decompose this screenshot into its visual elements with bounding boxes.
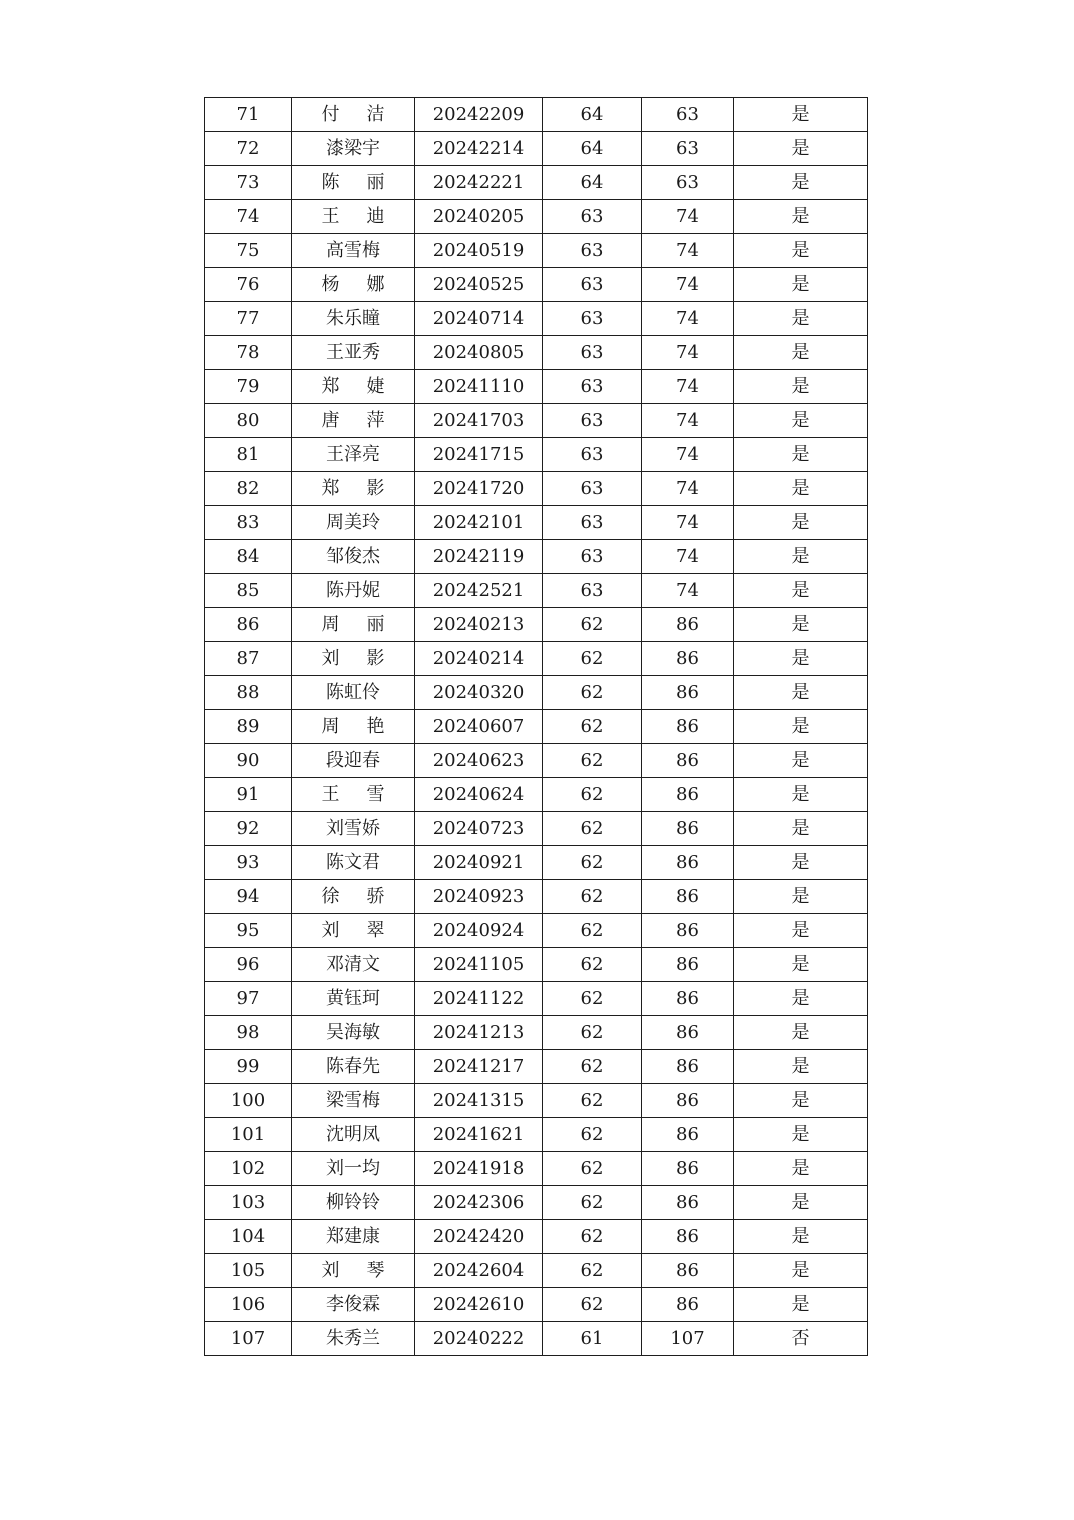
cell-number: 105 <box>205 1254 292 1288</box>
table-row <box>205 98 868 132</box>
cell-name: 刘一均 <box>292 1152 415 1186</box>
cell-score: 61 <box>543 1322 642 1356</box>
table-row <box>205 234 868 268</box>
cell-name: 周丽 <box>292 608 415 642</box>
table-row <box>205 1322 868 1356</box>
cell-number: 79 <box>205 370 292 404</box>
cell-name: 杨娜 <box>292 268 415 302</box>
cell-score: 62 <box>543 846 642 880</box>
cell-qualified: 是 <box>734 1220 868 1254</box>
cell-name: 李俊霖 <box>292 1288 415 1322</box>
cell-score: 62 <box>543 642 642 676</box>
cell-rank: 74 <box>642 234 734 268</box>
cell-name: 王雪 <box>292 778 415 812</box>
cell-exam-id: 20240320 <box>415 676 543 710</box>
table-row <box>205 1016 868 1050</box>
cell-name: 刘雪娇 <box>292 812 415 846</box>
cell-name: 邹俊杰 <box>292 540 415 574</box>
cell-number: 93 <box>205 846 292 880</box>
cell-qualified: 是 <box>734 846 868 880</box>
cell-rank: 86 <box>642 948 734 982</box>
table-row <box>205 506 868 540</box>
cell-rank: 86 <box>642 1084 734 1118</box>
cell-qualified: 是 <box>734 132 868 166</box>
table-row <box>205 472 868 506</box>
table-row <box>205 744 868 778</box>
cell-exam-id: 20240213 <box>415 608 543 642</box>
cell-score: 62 <box>543 1254 642 1288</box>
cell-number: 73 <box>205 166 292 200</box>
cell-qualified: 是 <box>734 812 868 846</box>
cell-qualified: 是 <box>734 642 868 676</box>
cell-score: 62 <box>543 1084 642 1118</box>
table-row <box>205 710 868 744</box>
table-row <box>205 1084 868 1118</box>
cell-score: 62 <box>543 744 642 778</box>
cell-score: 63 <box>543 302 642 336</box>
cell-exam-id: 20240714 <box>415 302 543 336</box>
cell-exam-id: 20241315 <box>415 1084 543 1118</box>
cell-name: 黄钰珂 <box>292 982 415 1016</box>
cell-rank: 86 <box>642 1118 734 1152</box>
cell-score: 63 <box>543 268 642 302</box>
cell-qualified: 是 <box>734 1254 868 1288</box>
cell-score: 62 <box>543 1118 642 1152</box>
cell-exam-id: 20240623 <box>415 744 543 778</box>
cell-score: 62 <box>543 676 642 710</box>
cell-score: 62 <box>543 1152 642 1186</box>
cell-exam-id: 20241703 <box>415 404 543 438</box>
table-row <box>205 778 868 812</box>
cell-name: 刘翠 <box>292 914 415 948</box>
cell-name: 王泽亮 <box>292 438 415 472</box>
table-row <box>205 642 868 676</box>
cell-qualified: 是 <box>734 1288 868 1322</box>
cell-number: 80 <box>205 404 292 438</box>
cell-exam-id: 20240214 <box>415 642 543 676</box>
cell-number: 98 <box>205 1016 292 1050</box>
cell-rank: 86 <box>642 1288 734 1322</box>
cell-exam-id: 20240624 <box>415 778 543 812</box>
cell-rank: 86 <box>642 608 734 642</box>
cell-rank: 74 <box>642 268 734 302</box>
cell-score: 62 <box>543 1016 642 1050</box>
cell-name: 王迪 <box>292 200 415 234</box>
cell-score: 62 <box>543 1186 642 1220</box>
cell-name: 段迎春 <box>292 744 415 778</box>
table-row <box>205 914 868 948</box>
cell-exam-id: 20240519 <box>415 234 543 268</box>
cell-exam-id: 20242221 <box>415 166 543 200</box>
cell-score: 62 <box>543 778 642 812</box>
cell-exam-id: 20241217 <box>415 1050 543 1084</box>
cell-number: 77 <box>205 302 292 336</box>
cell-name: 梁雪梅 <box>292 1084 415 1118</box>
cell-number: 95 <box>205 914 292 948</box>
cell-name: 陈丽 <box>292 166 415 200</box>
cell-rank: 86 <box>642 914 734 948</box>
cell-score: 63 <box>543 404 642 438</box>
cell-qualified: 是 <box>734 404 868 438</box>
cell-score: 62 <box>543 710 642 744</box>
cell-name: 郑婕 <box>292 370 415 404</box>
cell-exam-id: 20240525 <box>415 268 543 302</box>
table-row <box>205 1118 868 1152</box>
cell-exam-id: 20241213 <box>415 1016 543 1050</box>
cell-exam-id: 20240805 <box>415 336 543 370</box>
cell-name: 沈明凤 <box>292 1118 415 1152</box>
cell-name: 周艳 <box>292 710 415 744</box>
roster-table-body <box>205 98 868 1356</box>
cell-exam-id: 20241918 <box>415 1152 543 1186</box>
table-row <box>205 1288 868 1322</box>
cell-number: 75 <box>205 234 292 268</box>
cell-rank: 86 <box>642 1186 734 1220</box>
cell-exam-id: 20242420 <box>415 1220 543 1254</box>
cell-number: 92 <box>205 812 292 846</box>
cell-score: 63 <box>543 438 642 472</box>
table-row <box>205 1220 868 1254</box>
cell-qualified: 是 <box>734 302 868 336</box>
cell-number: 82 <box>205 472 292 506</box>
cell-name: 陈丹妮 <box>292 574 415 608</box>
cell-qualified: 是 <box>734 948 868 982</box>
cell-exam-id: 20240607 <box>415 710 543 744</box>
cell-qualified: 是 <box>734 540 868 574</box>
cell-qualified: 是 <box>734 98 868 132</box>
cell-number: 71 <box>205 98 292 132</box>
table-row <box>205 982 868 1016</box>
cell-score: 62 <box>543 914 642 948</box>
cell-name: 唐萍 <box>292 404 415 438</box>
cell-qualified: 是 <box>734 370 868 404</box>
cell-score: 62 <box>543 608 642 642</box>
cell-exam-id: 20241105 <box>415 948 543 982</box>
cell-number: 87 <box>205 642 292 676</box>
cell-rank: 86 <box>642 1016 734 1050</box>
cell-exam-id: 20240222 <box>415 1322 543 1356</box>
cell-name: 徐骄 <box>292 880 415 914</box>
cell-name: 郑建康 <box>292 1220 415 1254</box>
cell-rank: 74 <box>642 574 734 608</box>
cell-number: 78 <box>205 336 292 370</box>
cell-qualified: 是 <box>734 880 868 914</box>
cell-qualified: 是 <box>734 1050 868 1084</box>
cell-score: 62 <box>543 1220 642 1254</box>
cell-qualified: 是 <box>734 744 868 778</box>
cell-rank: 86 <box>642 642 734 676</box>
cell-number: 101 <box>205 1118 292 1152</box>
cell-name: 高雪梅 <box>292 234 415 268</box>
cell-number: 86 <box>205 608 292 642</box>
cell-score: 62 <box>543 812 642 846</box>
cell-score: 63 <box>543 234 642 268</box>
cell-rank: 74 <box>642 404 734 438</box>
cell-exam-id: 20240723 <box>415 812 543 846</box>
cell-exam-id: 20240921 <box>415 846 543 880</box>
table-row <box>205 1254 868 1288</box>
cell-name: 陈春先 <box>292 1050 415 1084</box>
cell-rank: 74 <box>642 370 734 404</box>
cell-name: 吴海敏 <box>292 1016 415 1050</box>
cell-rank: 74 <box>642 200 734 234</box>
cell-name: 陈虹伶 <box>292 676 415 710</box>
cell-number: 104 <box>205 1220 292 1254</box>
cell-name: 朱秀兰 <box>292 1322 415 1356</box>
cell-qualified: 是 <box>734 676 868 710</box>
cell-rank: 86 <box>642 812 734 846</box>
cell-qualified: 是 <box>734 166 868 200</box>
cell-rank: 86 <box>642 982 734 1016</box>
cell-exam-id: 20242101 <box>415 506 543 540</box>
cell-score: 63 <box>543 540 642 574</box>
cell-rank: 86 <box>642 778 734 812</box>
cell-exam-id: 20241715 <box>415 438 543 472</box>
cell-rank: 86 <box>642 1050 734 1084</box>
cell-number: 91 <box>205 778 292 812</box>
cell-rank: 107 <box>642 1322 734 1356</box>
cell-name: 郑影 <box>292 472 415 506</box>
cell-qualified: 是 <box>734 1186 868 1220</box>
table-row <box>205 132 868 166</box>
cell-qualified: 是 <box>734 710 868 744</box>
cell-rank: 86 <box>642 880 734 914</box>
table-row <box>205 404 868 438</box>
cell-number: 106 <box>205 1288 292 1322</box>
roster-table <box>204 97 868 1356</box>
table-row <box>205 302 868 336</box>
cell-rank: 74 <box>642 336 734 370</box>
cell-number: 97 <box>205 982 292 1016</box>
cell-score: 63 <box>543 200 642 234</box>
cell-exam-id: 20241110 <box>415 370 543 404</box>
cell-number: 107 <box>205 1322 292 1356</box>
cell-number: 94 <box>205 880 292 914</box>
table-row <box>205 574 868 608</box>
cell-rank: 86 <box>642 1254 734 1288</box>
cell-exam-id: 20242119 <box>415 540 543 574</box>
cell-exam-id: 20242610 <box>415 1288 543 1322</box>
cell-name: 漆梁宇 <box>292 132 415 166</box>
cell-number: 90 <box>205 744 292 778</box>
cell-rank: 63 <box>642 132 734 166</box>
cell-qualified: 是 <box>734 438 868 472</box>
table-row <box>205 1050 868 1084</box>
cell-number: 72 <box>205 132 292 166</box>
table-row <box>205 812 868 846</box>
cell-exam-id: 20242214 <box>415 132 543 166</box>
cell-qualified: 是 <box>734 234 868 268</box>
cell-qualified: 是 <box>734 608 868 642</box>
cell-number: 89 <box>205 710 292 744</box>
cell-exam-id: 20240923 <box>415 880 543 914</box>
cell-qualified: 是 <box>734 336 868 370</box>
cell-score: 64 <box>543 98 642 132</box>
cell-qualified: 是 <box>734 982 868 1016</box>
cell-number: 84 <box>205 540 292 574</box>
cell-exam-id: 20240924 <box>415 914 543 948</box>
cell-exam-id: 20242521 <box>415 574 543 608</box>
cell-rank: 86 <box>642 1220 734 1254</box>
table-row <box>205 846 868 880</box>
cell-number: 81 <box>205 438 292 472</box>
cell-score: 63 <box>543 472 642 506</box>
cell-name: 付洁 <box>292 98 415 132</box>
cell-rank: 74 <box>642 540 734 574</box>
cell-qualified: 否 <box>734 1322 868 1356</box>
cell-number: 102 <box>205 1152 292 1186</box>
table-row <box>205 268 868 302</box>
table-row <box>205 948 868 982</box>
cell-name: 刘影 <box>292 642 415 676</box>
table-row <box>205 336 868 370</box>
cell-number: 85 <box>205 574 292 608</box>
table-row <box>205 676 868 710</box>
cell-qualified: 是 <box>734 472 868 506</box>
cell-qualified: 是 <box>734 268 868 302</box>
cell-score: 63 <box>543 336 642 370</box>
cell-name: 周美玲 <box>292 506 415 540</box>
cell-score: 62 <box>543 1050 642 1084</box>
cell-number: 83 <box>205 506 292 540</box>
cell-score: 64 <box>543 166 642 200</box>
cell-exam-id: 20241621 <box>415 1118 543 1152</box>
cell-rank: 74 <box>642 472 734 506</box>
cell-number: 100 <box>205 1084 292 1118</box>
cell-score: 62 <box>543 880 642 914</box>
table-row <box>205 880 868 914</box>
cell-number: 88 <box>205 676 292 710</box>
cell-qualified: 是 <box>734 1084 868 1118</box>
table-row <box>205 540 868 574</box>
cell-rank: 74 <box>642 302 734 336</box>
cell-rank: 86 <box>642 710 734 744</box>
cell-number: 99 <box>205 1050 292 1084</box>
cell-rank: 86 <box>642 744 734 778</box>
cell-score: 64 <box>543 132 642 166</box>
cell-name: 柳铃铃 <box>292 1186 415 1220</box>
cell-number: 74 <box>205 200 292 234</box>
table-row <box>205 370 868 404</box>
cell-rank: 86 <box>642 676 734 710</box>
cell-qualified: 是 <box>734 574 868 608</box>
cell-rank: 86 <box>642 846 734 880</box>
cell-name: 王亚秀 <box>292 336 415 370</box>
cell-exam-id: 20242306 <box>415 1186 543 1220</box>
cell-qualified: 是 <box>734 1016 868 1050</box>
table-row <box>205 608 868 642</box>
cell-rank: 63 <box>642 98 734 132</box>
cell-exam-id: 20241122 <box>415 982 543 1016</box>
cell-name: 刘琴 <box>292 1254 415 1288</box>
cell-qualified: 是 <box>734 778 868 812</box>
cell-rank: 74 <box>642 438 734 472</box>
table-row <box>205 1186 868 1220</box>
cell-qualified: 是 <box>734 506 868 540</box>
cell-exam-id: 20242209 <box>415 98 543 132</box>
cell-rank: 74 <box>642 506 734 540</box>
cell-number: 103 <box>205 1186 292 1220</box>
cell-exam-id: 20241720 <box>415 472 543 506</box>
cell-score: 63 <box>543 506 642 540</box>
cell-score: 62 <box>543 982 642 1016</box>
table-row <box>205 438 868 472</box>
cell-score: 62 <box>543 1288 642 1322</box>
cell-rank: 63 <box>642 166 734 200</box>
cell-qualified: 是 <box>734 200 868 234</box>
cell-exam-id: 20240205 <box>415 200 543 234</box>
cell-qualified: 是 <box>734 1152 868 1186</box>
cell-score: 63 <box>543 574 642 608</box>
cell-qualified: 是 <box>734 1118 868 1152</box>
cell-rank: 86 <box>642 1152 734 1186</box>
cell-score: 62 <box>543 948 642 982</box>
cell-number: 96 <box>205 948 292 982</box>
cell-name: 邓清文 <box>292 948 415 982</box>
table-row <box>205 1152 868 1186</box>
cell-exam-id: 20242604 <box>415 1254 543 1288</box>
table-row <box>205 166 868 200</box>
cell-number: 76 <box>205 268 292 302</box>
table-row <box>205 200 868 234</box>
cell-qualified: 是 <box>734 914 868 948</box>
cell-name: 朱乐瞳 <box>292 302 415 336</box>
cell-name: 陈文君 <box>292 846 415 880</box>
cell-score: 63 <box>543 370 642 404</box>
